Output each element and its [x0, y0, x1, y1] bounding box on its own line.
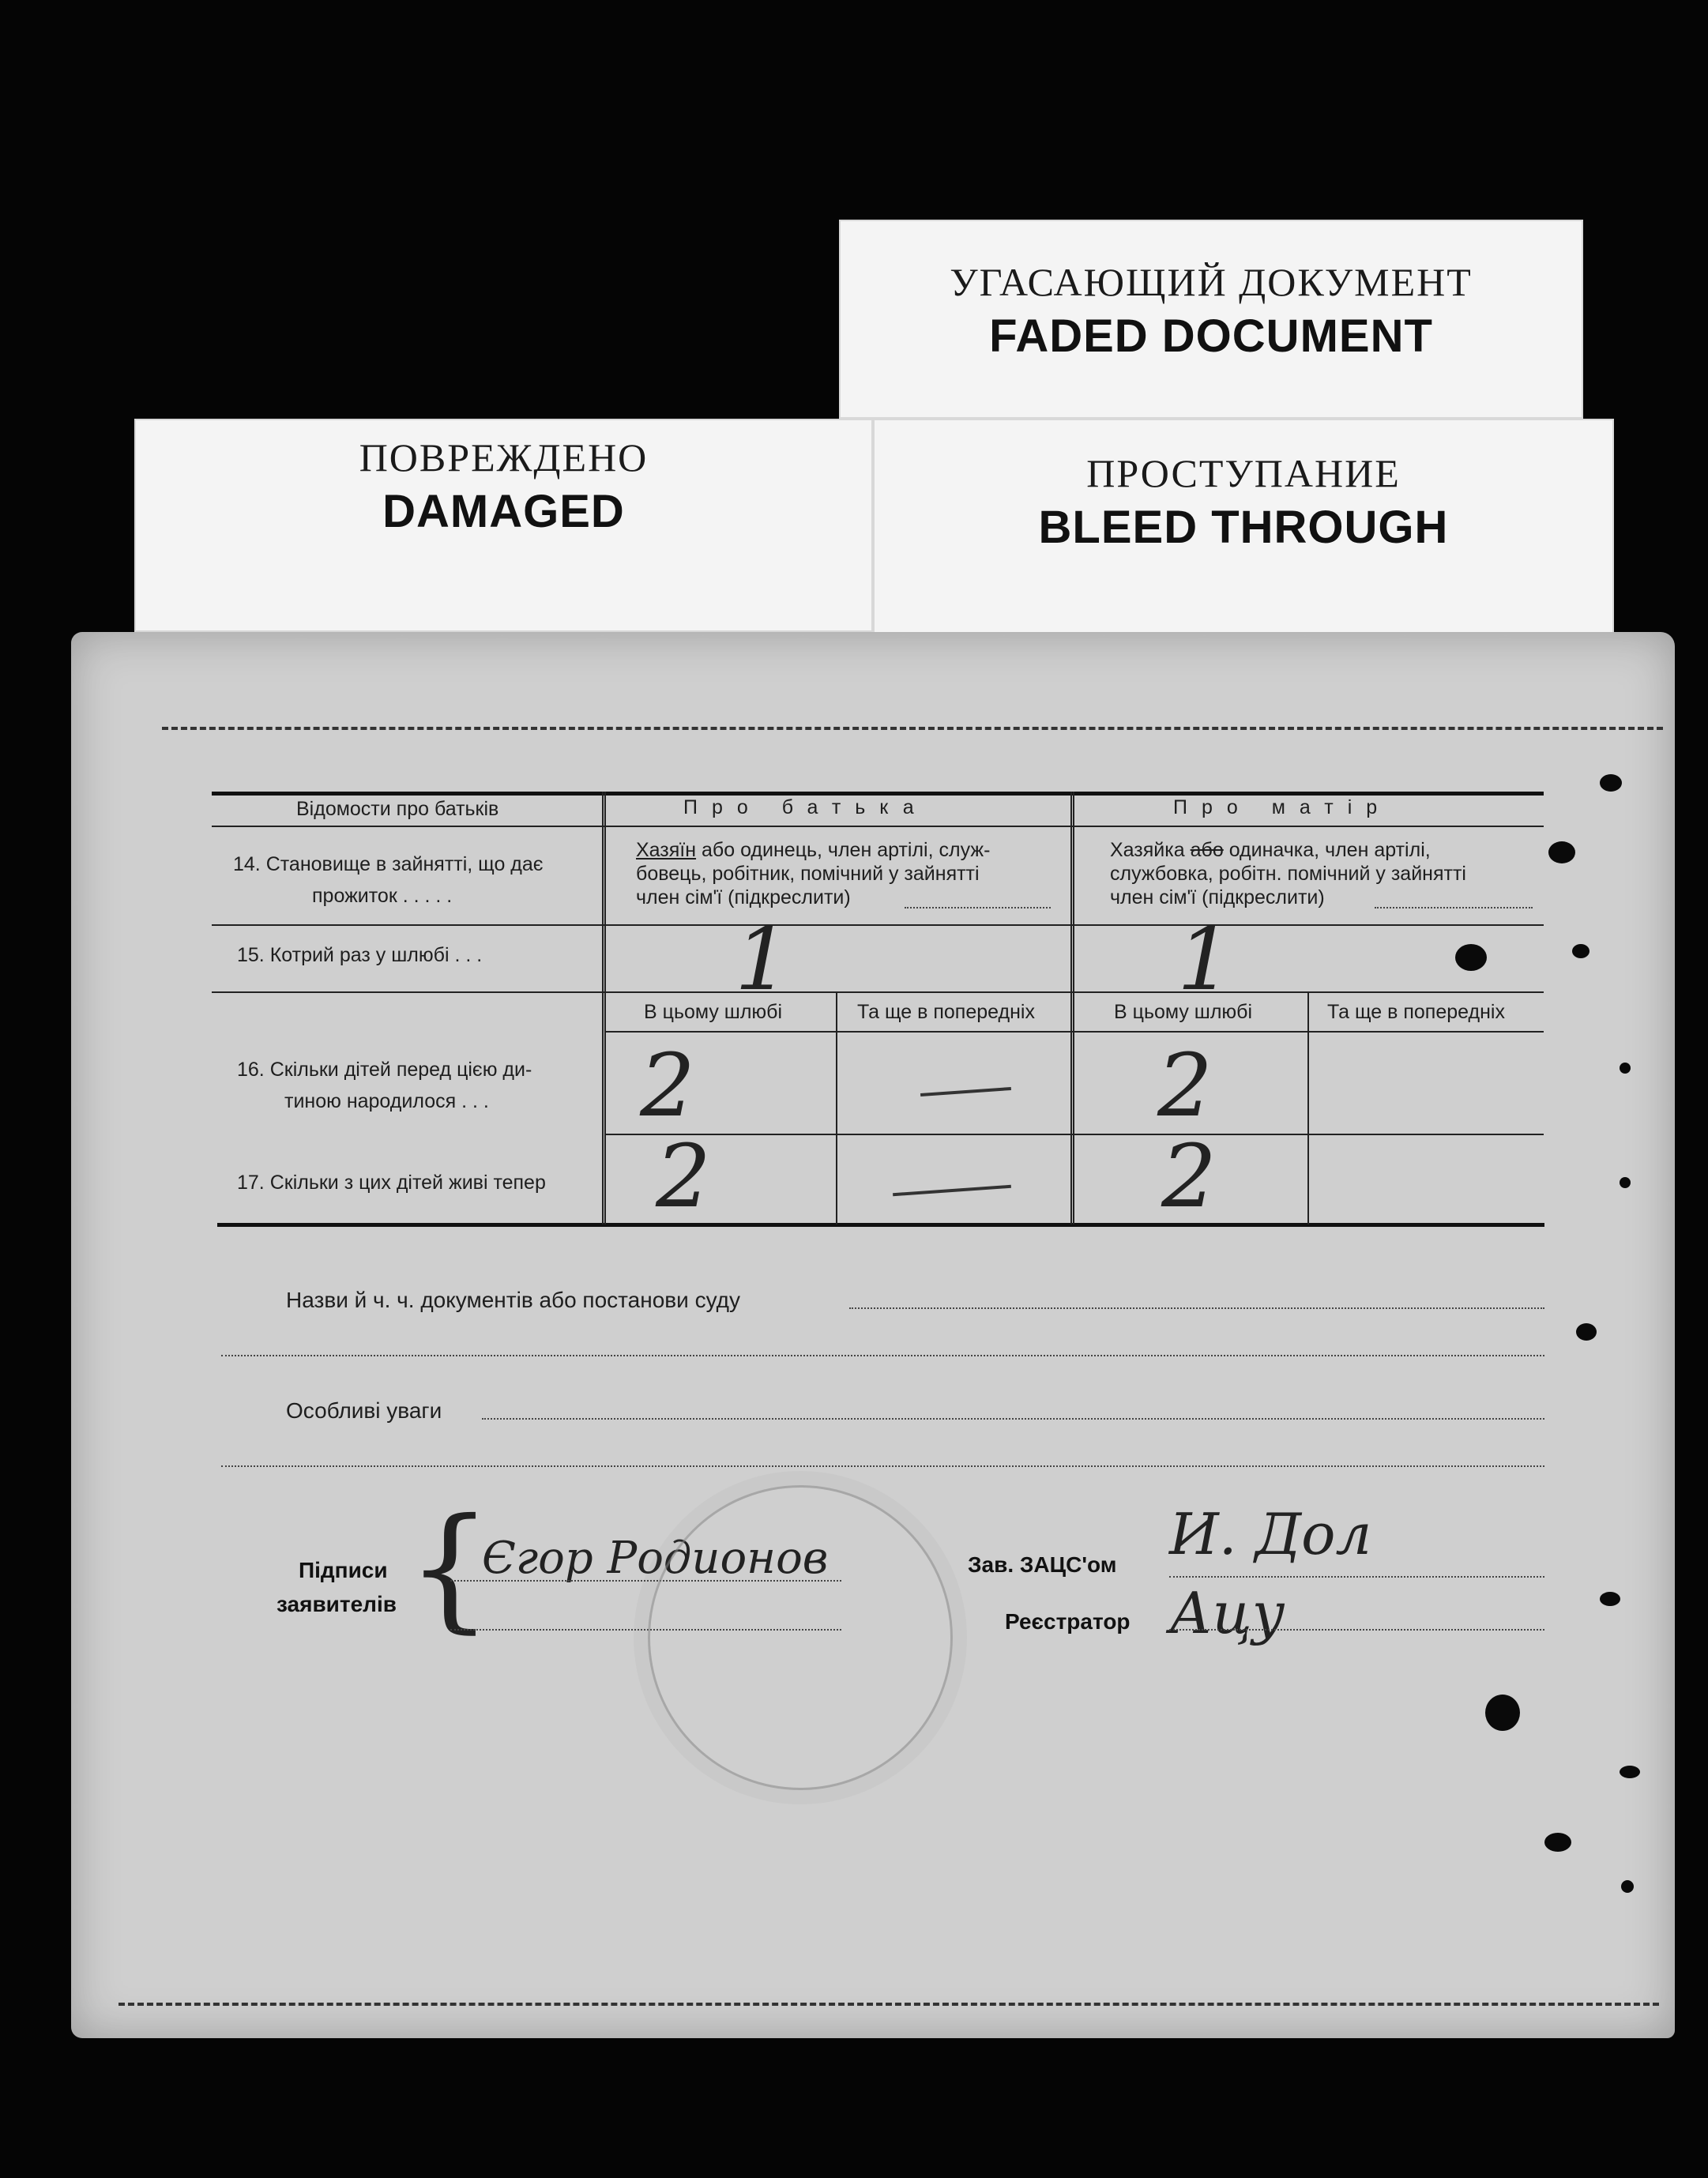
row14-rule: [212, 924, 1544, 926]
head-label: Зав. ЗАЦС'ом: [968, 1552, 1117, 1577]
damage-hole: [1576, 1323, 1597, 1341]
applicant-signature: Єгор Родионов: [482, 1533, 829, 1584]
bleed-through-label: [873, 419, 1614, 640]
faded-label-ru: УГАСАЮЩИЙ ДОКУМЕНТ: [950, 260, 1473, 304]
row14-label-line1: 14. Становище в зайнятті, що дає: [233, 853, 544, 875]
header-mother: Про матір: [1173, 796, 1392, 818]
perforation-line-bottom: [119, 2003, 1659, 2006]
sub-mother-previous: Та ще в попередніх: [1327, 1001, 1505, 1023]
damage-hole: [1620, 1177, 1631, 1188]
damaged-label: [134, 419, 873, 632]
documents-fill-line1: [849, 1307, 1544, 1309]
row15-mother-value: 1: [1177, 908, 1232, 1010]
damage-hole: [1544, 1833, 1571, 1852]
damage-hole: [1548, 841, 1575, 863]
row14-mother-line2: службовка, робітн. помічний у зайнятті: [1110, 863, 1466, 885]
row16-father-current: 2: [640, 1035, 695, 1136]
sub-father-previous: Та ще в попередніх: [857, 1001, 1035, 1023]
damaged-label-en: DAMAGED: [382, 486, 625, 537]
row16-father-previous-dash: [920, 1087, 1011, 1097]
header-father: Про батька: [683, 796, 928, 818]
registrar-sig-line: [1169, 1629, 1544, 1631]
sub-father-current: В цьому шлюбі: [644, 1001, 783, 1023]
row16-mother-current: 2: [1157, 1035, 1213, 1136]
mother-struck-word: або: [1190, 839, 1224, 861]
damage-hole: [1620, 1766, 1640, 1778]
row15-father-value: 1: [735, 908, 790, 1010]
table-top-rule: [212, 792, 1544, 796]
row17-label: 17. Скільки з цих дітей живі тепер: [237, 1172, 546, 1194]
bleed-label-en: BLEED THROUGH: [1038, 502, 1449, 553]
row16-label-line1: 16. Скільки дітей перед цією ди-: [237, 1059, 532, 1081]
damage-hole: [1600, 774, 1622, 792]
row14-father-line1: [636, 839, 990, 862]
mother-subcol-divider: [1307, 991, 1309, 1224]
head-signature: И. Дол: [1169, 1501, 1372, 1567]
row16-label-line2: тиною народилося . . .: [284, 1090, 489, 1112]
info-column-divider: [602, 792, 606, 1224]
documents-fill-line2: [221, 1355, 1544, 1356]
notes-fill-line2: [221, 1465, 1544, 1467]
signatures-label-line1: Підписи: [299, 1558, 388, 1582]
row14-mother-line1: [1110, 839, 1431, 862]
notes-fill-line1: [482, 1418, 1544, 1420]
mother-line1-first: Хазяйка: [1110, 839, 1185, 861]
faded-label-en: FADED DOCUMENT: [989, 310, 1433, 362]
document-page: [71, 632, 1675, 2038]
mother-dotted-fill: [1375, 907, 1533, 908]
documents-label: Назви й ч. ч. документів або постанови суду: [286, 1288, 740, 1312]
father-underlined-choice: Хазяїн: [636, 839, 697, 861]
row15-rule: [212, 991, 1544, 993]
row15-label: 15. Котрий раз у шлюбі . . .: [237, 944, 483, 966]
row14-label-line2: прожиток . . . . .: [312, 885, 453, 907]
damage-hole: [1572, 944, 1589, 958]
row17-father-current: 2: [656, 1126, 711, 1227]
damage-hole: [1455, 944, 1487, 971]
signatures-label-line2: заявителів: [277, 1592, 397, 1616]
sub-mother-current: В цьому шлюбі: [1114, 1001, 1253, 1023]
damage-hole: [1485, 1695, 1520, 1731]
row14-father-line3: член сім'ї (підкреслити): [636, 886, 851, 908]
mother-line1-rest: одиначка, член артілі,: [1223, 839, 1431, 861]
signature-brace: {: [407, 1490, 493, 1646]
father-dotted-fill: [905, 907, 1051, 908]
official-seal: [648, 1485, 953, 1790]
notes-label: Особливі уваги: [286, 1398, 442, 1423]
header-info: Відомости про батьків: [296, 798, 499, 820]
damage-hole: [1600, 1592, 1620, 1606]
head-sig-line: [1169, 1576, 1544, 1578]
faded-document-label: [839, 220, 1583, 419]
damaged-label-ru: ПОВРЕЖДЕНО: [359, 435, 649, 480]
row14-father-line2: бовець, робітник, помічний у зайнятті: [636, 863, 980, 885]
row17-mother-current: 2: [1161, 1126, 1217, 1227]
damage-hole: [1621, 1880, 1634, 1893]
damage-hole: [1620, 1063, 1631, 1074]
perforation-line-top: [162, 727, 1663, 730]
bleed-label-ru: ПРОСТУПАНИЕ: [1086, 451, 1401, 495]
row17-father-previous-dash: [893, 1185, 1011, 1196]
row14-mother-line3: член сім'ї (підкреслити): [1110, 886, 1325, 908]
table-bottom-rule: [217, 1223, 1544, 1227]
registrar-signature: Ацу: [1169, 1580, 1285, 1646]
parent-column-divider: [1070, 792, 1074, 1224]
header-rule: [212, 826, 1544, 827]
registrar-label: Реєстратор: [1005, 1609, 1131, 1634]
father-subcol-divider: [836, 991, 837, 1224]
father-line1-rest: або одинець, член артілі, служ-: [696, 839, 991, 861]
